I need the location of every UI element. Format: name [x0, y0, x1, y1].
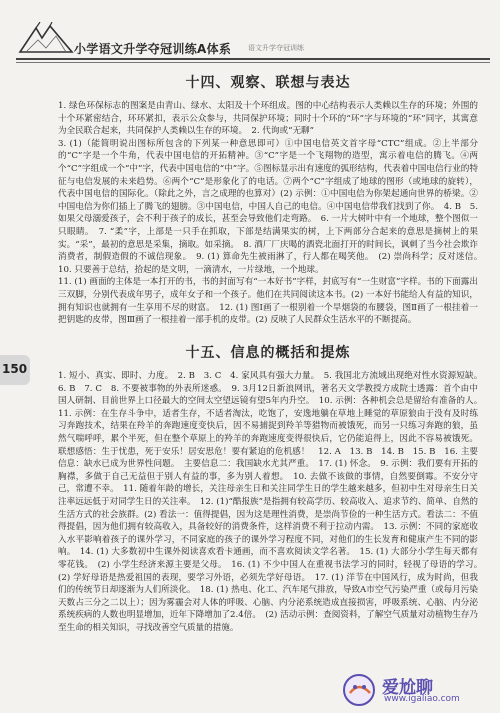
watermark-brand: 爱尬聊	[382, 678, 433, 698]
header-rule	[16, 62, 490, 63]
answer-paragraph: 1. 绿色环保标志的图案是由青山、绿水、太阳及十个环组成。图的中心结构表示人类赖以生存的环境；外围的十个环紧密结合，环环紧扣，表示公众参与，共同保护环境；同时十个环的“环”字与环境的“环”同字，其寓意为全民联合起来，共同保护人类赖以生存的环境。 2. 代询或“无聊”	[58, 101, 478, 137]
section-observation	[58, 70, 487, 327]
section-information	[58, 340, 487, 634]
book-title: 小学语文升学夺冠训练A体系	[74, 42, 232, 56]
answer-paragraph: 11. (1) 画面的主体是一本打开的书，书的封面写有“一本好书”字样，封底写有“一生财富”字样。书的下面露出三双脚，分别代表成年男子，成年女子和一个孩子。他们在共同阅读这本书。(2) 一本好书能给人有益的知识，拥有知识也就拥有一生享用不尽的财富。 12. (1) 图Ⅰ画了一根别着一个旱烟袋的布腰袋，图Ⅱ画了一根挂着一把钥匙的皮带，图Ⅲ画了一根挂着一部手机的皮带。(2) 反映了人民群众生活水平的不断提高。	[58, 277, 478, 326]
answer-paragraph: 3. (1)（能简明说出图标所包含的下列某一种意思即可）①中国电信英文首字母“CTC”组成。②上半部分的“C”字是一个牛角，代表中国电信的开拓精神。③“C”字是一个飞翔物的造型，寓示着电信的腾飞。④两个“C”字组成一个“中”字，代表中国电信的“中”字。⑤图标显示出有速度的弧形结构，代表着中国电信行业的特征与电信发展的未来趋势。⑥两个“C”是形象化了的电话。⑦两个“C”字组成了地球的图形（或地球的旋转），代表中国电信的国际化。（除此之外，言之成理的也算对）(2) 示例：①中国电信为你架起通向世界的桥梁。②中国电信为你们插上了腾飞的翅膀。③中国电信，中国人自己的电信。④中国电信带我们找到了你。 4. B 5. 如果父母溺爱孩子，会不利于孩子的成长，甚至会导致他们走弯路。 6. 一片大树叶中有一个地球，整个图似一只眼睛。 7. “柔”字，上部是一只手在抓取，下部是结满果实的树，上下两部分合起来的意思是摘树上的果实。“采”，最初的意思是采集，摘取。如采摘。 8. 酒厂厂庆喝的酒瓷北面打开的时间长，讽刺了当今社会欺诈消费者，制假造假的不诚信现象。 9. (1) 算命先生被雨淋了，行人都在喝笑他。 (2) 崇尚科学；反对迷信。 10. 只要善于总结，拾起的是文明，一滴清水，一片绿地，一个地球。	[58, 138, 487, 275]
page-header	[0, 0, 500, 64]
watermark-logo-icon	[342, 673, 378, 707]
watermark-url: www.igaliao.com	[384, 694, 460, 704]
section-title: 十五、信息的概括和提炼	[185, 345, 351, 361]
page-number: 150	[2, 362, 28, 376]
watermark	[342, 673, 492, 707]
book-series-logo-icon	[16, 22, 76, 58]
answer-paragraph: 1. 短小、真实、即时、力度。 2. B 3. C 4. 家风具有强大力量。 5. 我国北方流域出现绝对性水资源短缺。 6. B 7. C 8. 不要被事物的外表所迷惑。 9. 3月12日新浪网讯，著名天文学教授方成院士透露：首个由中国人研制、目前世界上口径最大的空间太空望远镜有望5年内升空。 10. 示例：各种机会总是留给有准备的人。 11. 示例：在生存斗争中，适者生存，不适者淘汰，吃饱了，安逸地躺在草地上睡觉的草原狼由于没有及时练习奔跑技术，结果在羚羊的奔跑速度变快后，因不易捕捉到羚羊等猎物而被饿死，而另一只练习奔跑的狼，虽然气喘呼呼，累个半死，但在整个草原上的羚羊的奔跑速度变得很快后，它仍能追得上，因此不容易被饿死。联想感悟：生于忧患，死于安乐！居安思危！要有紧迫的危机感！ 12. A 13. B 14. B 15. B 16. 主要信息：缺水已成为世界性问题。 主要信息二：我国缺水尤其严重。 17. (1) 怀念。 9. 示例：我们要有开拓的胸襟，多做于自己无益但于别人有益的事，多为别人着想。 10. 去做不该做的事情，自然要倒霉。不安分守己，常遭不幸。 11. 随着年龄的增长，关注母亲生日和关注同学生日的学生越来越多，但初中生对母亲生日关注率远远低于对同学生日的关注率。 12. (1)“酷报族”是指拥有较高学历、较高收入、追求节约、简单、自然的生活方式的社会族群。(2) 看法一：值得提倡，因为这是理性消费，是崇尚节俭的一种生活方式。看法二：不值得提倡，因为他们拥有较高收入，具备较好的消费条件，这样消费不利于拉动内需。 13. 示例：不同的家庭收入水平影响着孩子的课外学习，不同家庭的孩子的课外学习程度不同，对他们的生长发育和健康产生不同的影响。 14. (1) 大多数初中生课外阅读喜欢看卡通画，而不喜欢阅读文学名著。 15. (1) 大部分小学生每天都有零花钱。 (2) 小学生经济来源主要是父母。 16. (1) 不少中国人在重视书法学习的同时，轻视了母语的学习。 (2) 学好母语是热爱祖国的表现，要学习外语，必须先学好母语。 17. (1) 洋节在中国风行，成为时尚，但我们的传统节日却逐渐为人们所淡化。 18. (1) 热电、化工、汽车尾气排放，导致A市空气污染严重（或每月污染天数占三分之二以上）；因为雾霾会对人体的呼吸、心脑、内分泌系统造成直接损害，呼吸系统、心脑、内分泌系统疾病的人数也明显增加，近年下降增加了2.4倍。 (2) 活动示例：查阅资料，了解空气质量对动植物生存乃至生命的相关知识，寻找改善空气质量的措施。	[58, 371, 487, 633]
book-subtitle: 语文升学夺冠训练	[248, 44, 304, 52]
header-rule	[16, 58, 490, 60]
section-title: 十四、观察、联想与表达	[185, 75, 351, 91]
